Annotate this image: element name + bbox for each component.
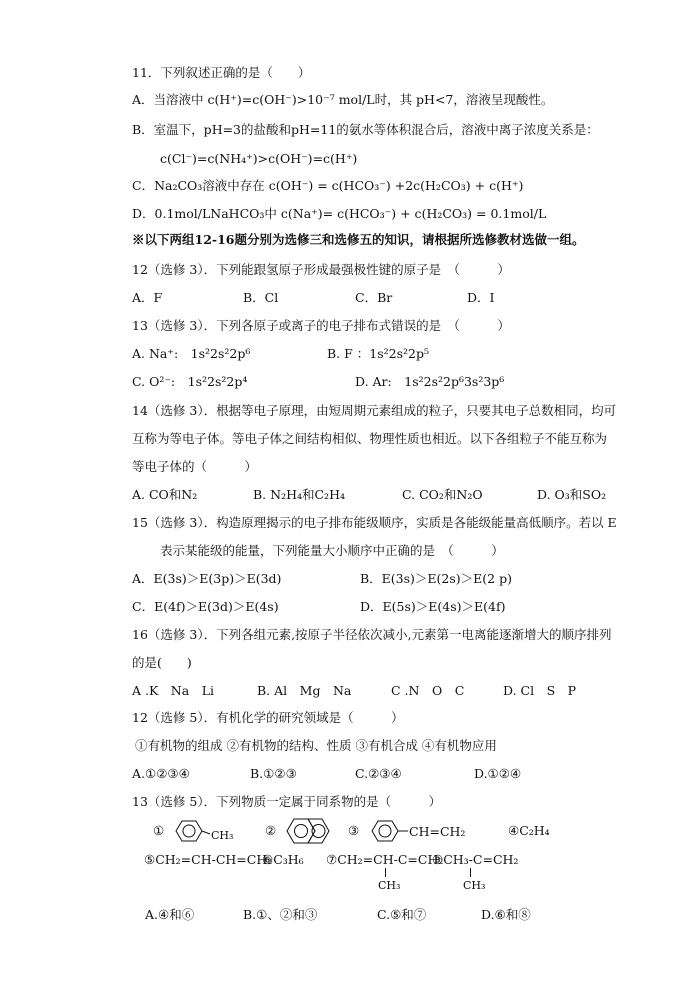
molecule-2-label: ② <box>265 823 277 838</box>
q13-elective3-option-d: D. Ar: 1s²2s²2p⁶3s²3p⁶ <box>355 374 505 389</box>
q12-elective3-option-a: A．F <box>132 290 163 305</box>
q13-elective5-option-d: D.⑥和⑧ <box>481 907 531 922</box>
molecule-7-branch-bond <box>385 868 386 877</box>
q12-elective3-option-b: B．Cl <box>243 290 279 305</box>
q13-elective3-option-c: C. O²⁻: 1s²2s²2p⁴ <box>132 374 248 389</box>
q16-option-b: B. Al Mg Na <box>257 683 352 698</box>
q11-option-b: B．室温下，pH=3的盐酸和pH=11的氨水等体积混合后，溶液中离子浓度关系是： <box>132 122 599 137</box>
q12-elective5-option-c: C.②③④ <box>355 766 402 781</box>
molecule-5: ⑤CH₂=CH-CH=CH₂ <box>144 852 273 867</box>
q12-elective3-stem: 12（选修 3）．下列能跟氢原子形成最强极性键的原子是 （ ） <box>132 262 510 277</box>
q11-option-d: D．0.1mol/LNaHCO₃中 c(Na⁺)= c(HCO₃⁻) + c(H₂CO₃) = 0.1mol/L <box>132 206 547 221</box>
q14-option-a: A. CO和N₂ <box>132 487 198 502</box>
q13-elective5-option-b: B.①、②和③ <box>243 907 318 922</box>
q16-option-c: C .N O C <box>391 683 465 698</box>
q12-elective3-option-c: C．Br <box>355 290 393 305</box>
q12-elective5-option-d: D.①②④ <box>474 766 522 781</box>
q15-option-a: A．E(3s)＞E(3p)＞E(3d) <box>132 571 282 586</box>
q11-option-a: A．当溶液中 c(H⁺)=c(OH⁻)>10⁻⁷ mol/L时，其 pH<7，溶液呈现酸性。 <box>132 92 554 107</box>
q16-option-d: D. Cl S P <box>503 683 577 698</box>
q15-option-d: D．E(5s)＞E(4s)＞E(4f) <box>360 599 506 614</box>
molecule-1-benzene-ring <box>170 818 210 844</box>
molecule-7-branch: CH₃ <box>378 879 401 892</box>
molecule-3-vinyl: CH=CH₂ <box>409 824 466 839</box>
q15-line-2: 表示某能级的能量，下列能量大小顺序中正确的是 （ ） <box>160 543 504 558</box>
q13-elective3-option-a: A. Na⁺: 1s²2s²2p⁶ <box>132 346 251 361</box>
q14-line-1: 14（选修 3）．根据等电子原理，由短周期元素组成的粒子，只要其电子总数相同，均可 <box>132 403 617 418</box>
molecule-8-branch-bond <box>470 868 471 877</box>
molecule-2-naphthalene <box>284 816 338 846</box>
q12-elective5-items: ①有机物的组成 ②有机物的结构、性质 ③有机合成 ④有机物应用 <box>135 738 497 753</box>
q15-option-c: C．E(4f)＞E(3d)＞E(4s) <box>132 599 279 614</box>
molecule-4: ④C₂H₄ <box>508 823 550 838</box>
q15-option-b: B．E(3s)＞E(2s)＞E(2 p) <box>360 571 512 586</box>
q12-elective5-stem: 12（选修 5）．有机化学的研究领域是（ ） <box>132 710 404 725</box>
q16-line-2: 的是( ) <box>132 655 192 670</box>
elective-notice: ※以下两组12-16题分别为选修三和选修五的知识，请根据所选修教材选做一组。 <box>132 232 585 247</box>
q16-option-a: A .K Na Li <box>132 683 215 698</box>
q13-elective3-stem: 13（选修 3）．下列各原子或离子的电子排布式错误的是 （ ） <box>132 318 510 333</box>
molecule-1-methyl: CH₃ <box>211 829 234 842</box>
molecule-6: ⑥C₃H₆ <box>262 852 304 867</box>
q14-option-b: B. N₂H₄和C₂H₄ <box>253 487 345 502</box>
q14-option-c: C. CO₂和N₂O <box>402 487 483 502</box>
molecule-8-branch: CH₃ <box>463 879 486 892</box>
q16-line-1: 16（选修 3）．下列各组元素,按原子半径依次减小,元素第一电离能逐渐增大的顺序排列 <box>132 627 612 642</box>
molecule-8: ⑧CH₃-C=CH₂ <box>432 852 519 867</box>
q12-elective5-option-b: B.①②③ <box>250 766 297 781</box>
q11-option-c: C．Na₂CO₃溶液中存在 c(OH⁻) = c(HCO₃⁻) +2c(H₂CO₃) + c(H⁺) <box>132 178 524 193</box>
molecule-3-label: ③ <box>348 823 360 838</box>
q14-line-3: 等电子体的（ ） <box>132 459 258 474</box>
q13-elective3-option-b: B. F ：1s²2s²2p⁵ <box>327 346 430 361</box>
q14-line-2: 互称为等电子体。等电子体之间结构相似、物理性质也相近。以下各组粒子不能互称为 <box>132 431 608 446</box>
q14-option-d: D. O₃和SO₂ <box>537 487 607 502</box>
q15-line-1: 15（选修 3）．构造原理揭示的电子排布能级顺序，实质是各能级能量高低顺序。若以 E <box>132 515 617 530</box>
molecule-3-benzene-ring <box>366 818 408 844</box>
q13-elective5-stem: 13（选修 5）．下列物质一定属于同系物的是（ ） <box>132 794 442 809</box>
q12-elective3-option-d: D．I <box>467 290 495 305</box>
q13-elective5-option-c: C.⑤和⑦ <box>377 907 427 922</box>
q13-elective5-option-a: A.④和⑥ <box>145 907 195 922</box>
q11-option-b-formula: c(Cl⁻)=c(NH₄⁺)>c(OH⁻)=c(H⁺) <box>160 151 358 166</box>
q11-stem: 11．下列叙述正确的是（ ） <box>132 65 311 80</box>
q12-elective5-option-a: A.①②③④ <box>132 766 190 781</box>
molecule-7: ⑦CH₂=CH-C=CH₂ <box>326 852 444 867</box>
molecule-1-label: ① <box>153 823 165 838</box>
